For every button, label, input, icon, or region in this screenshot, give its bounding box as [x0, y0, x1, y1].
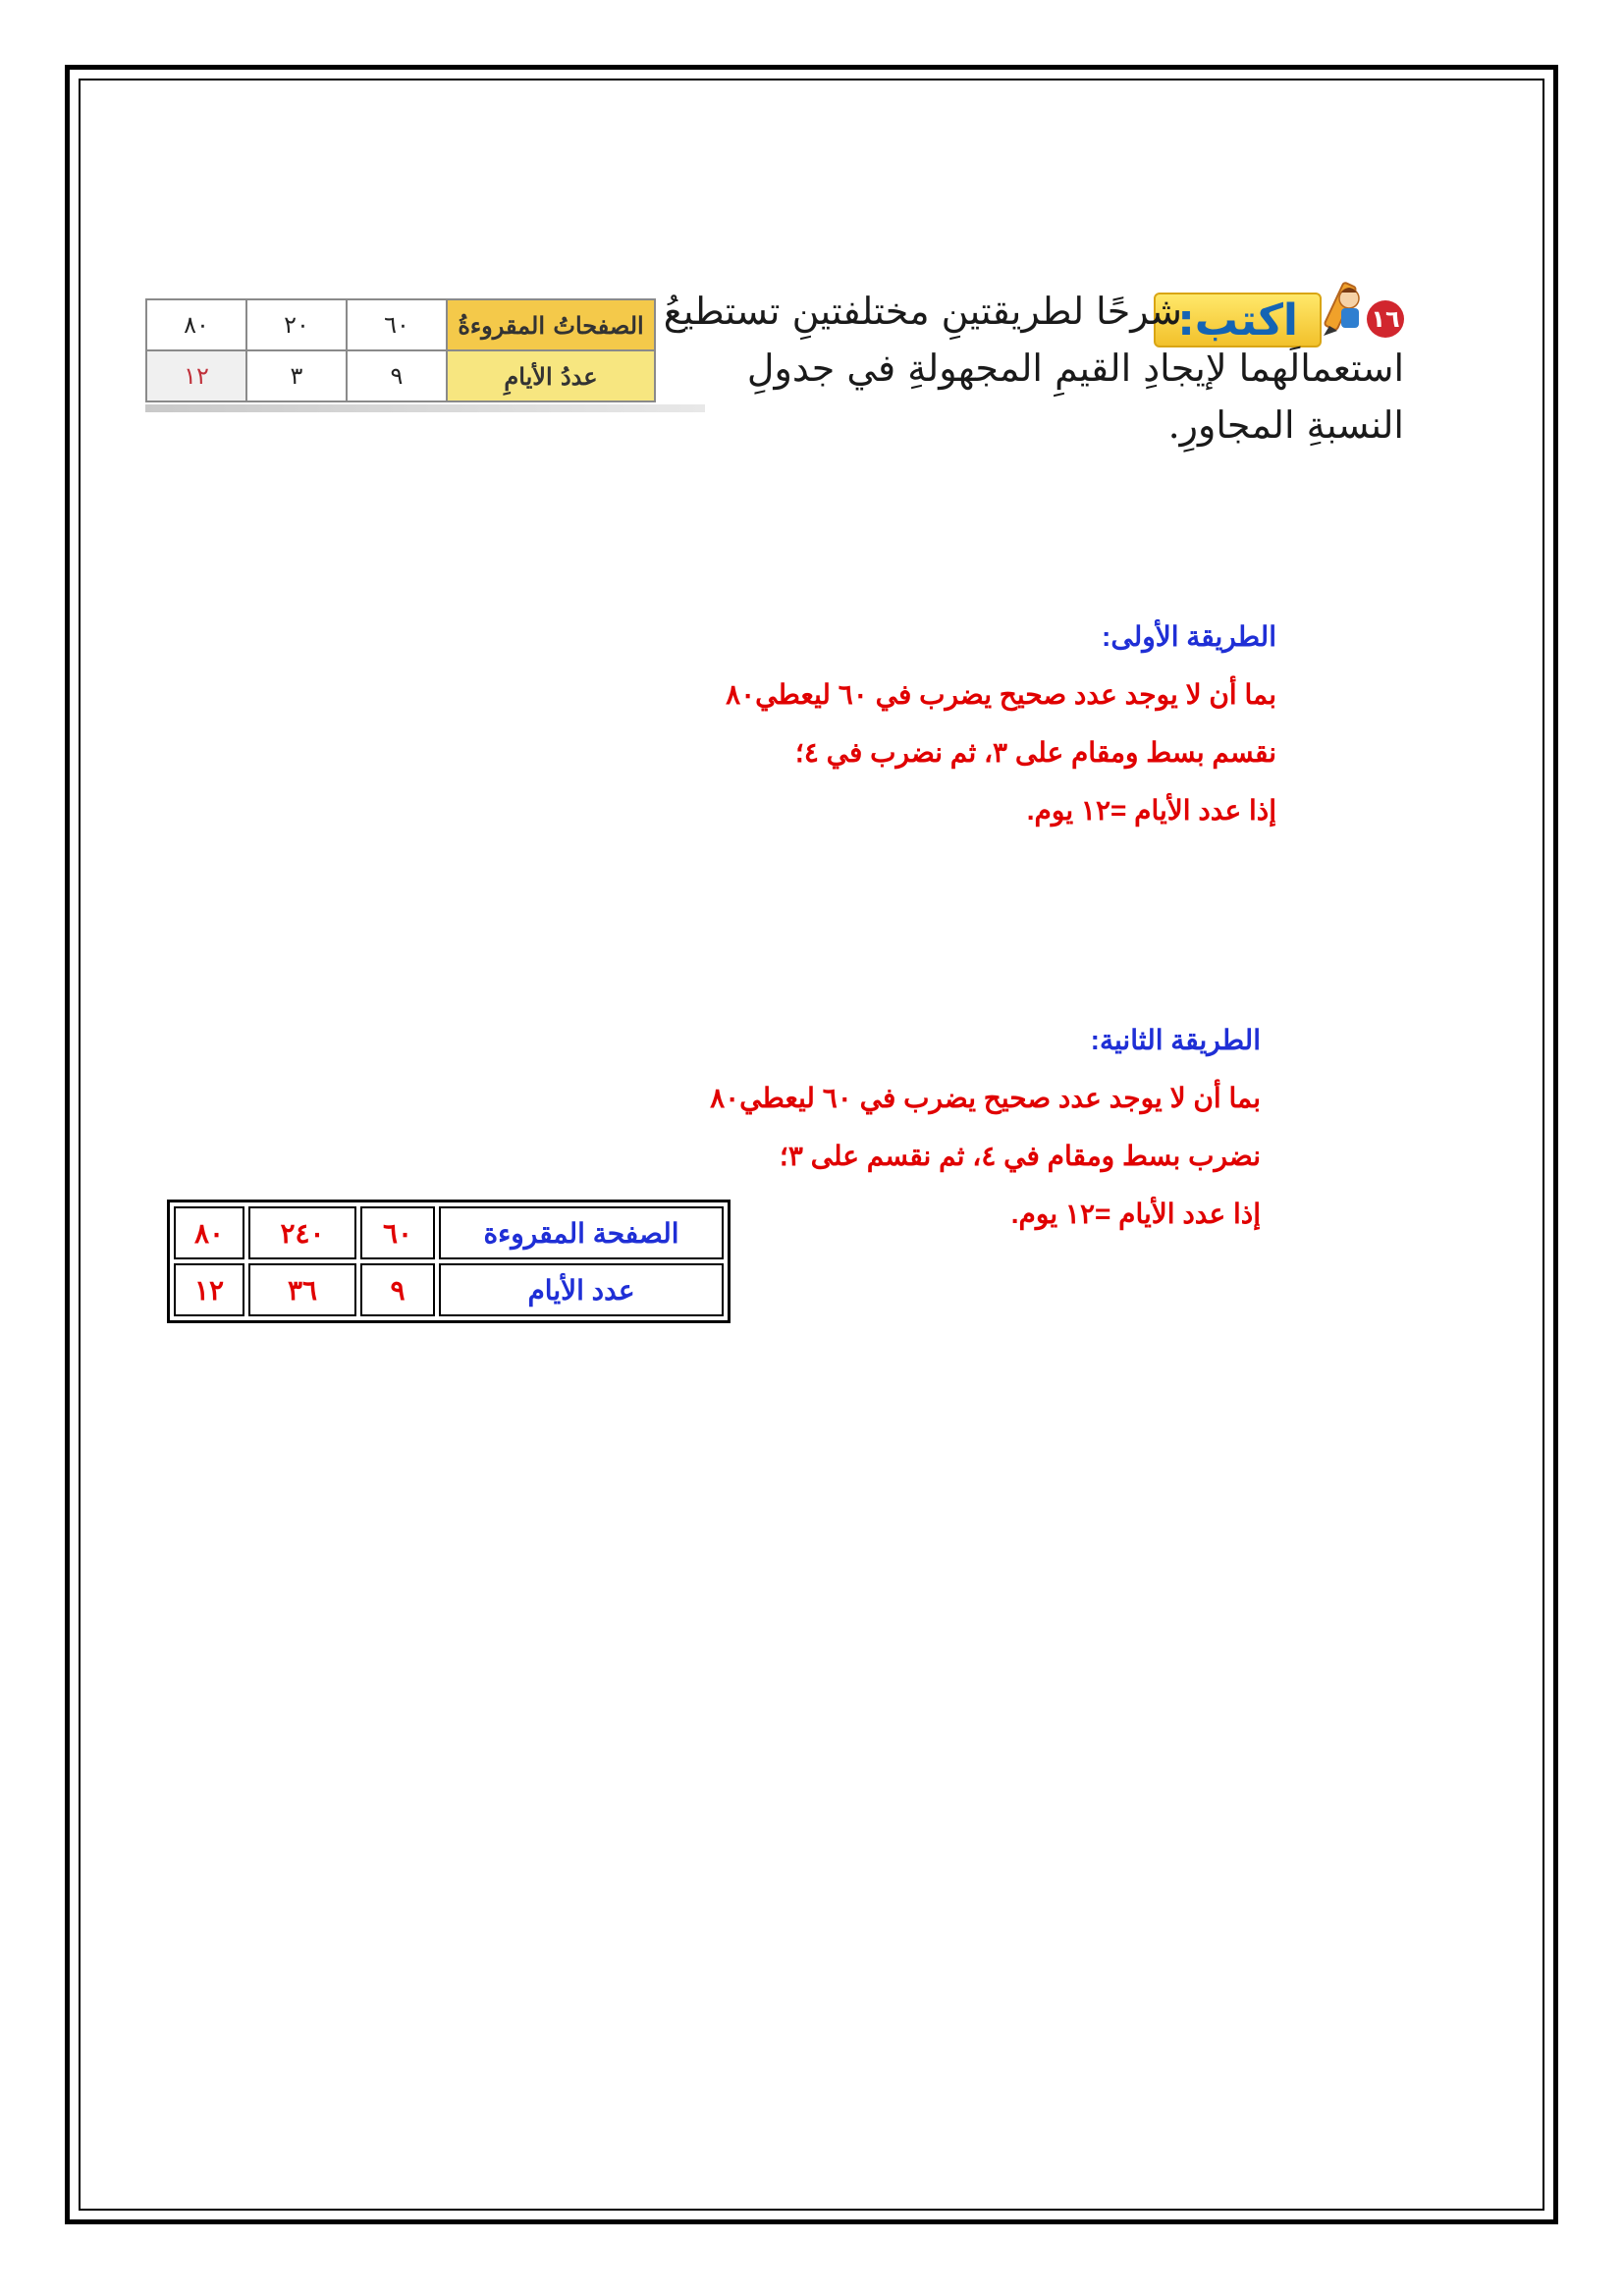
- row-label-pages: الصفحة المقروءة: [439, 1206, 724, 1259]
- method-line: نقسم بسط ومقام على ٣، ثم نضرب في ٤؛: [794, 737, 1276, 768]
- question-number: ١٦: [1367, 300, 1404, 338]
- table-row: [174, 1206, 724, 1259]
- question-line: استعمالَهما لإيجادِ القيمِ المجهولةِ في جدولِ: [746, 347, 1404, 390]
- method-line: بما أن لا يوجد عدد صحيح يضرب في ٦٠ ليعطي٨٠: [710, 1083, 1261, 1113]
- table-cell: ٦٠: [347, 299, 447, 350]
- question-line: شرحًا لطريقتينِ مختلفتينِ تستطيعُ: [663, 290, 1182, 333]
- row-label-pages: الصفحاتُ المقروءةُ: [447, 299, 655, 350]
- method-title: الطريقة الأولى:: [1102, 621, 1276, 652]
- table-cell: ٨٠: [146, 299, 246, 350]
- row-label-days: عددُ الأيامِ: [447, 350, 655, 401]
- table-cell: ٩: [360, 1263, 435, 1316]
- write-label: اكتب:: [1154, 293, 1322, 347]
- row-label-days: عدد الأيام: [439, 1263, 724, 1316]
- method-one: [393, 620, 1276, 852]
- table-row: [146, 299, 655, 350]
- table-cell: ٣: [246, 350, 347, 401]
- table-cell: ١٢: [146, 350, 246, 401]
- table-cell: ٢٠: [246, 299, 347, 350]
- method-line: نضرب بسط ومقام في ٤، ثم نقسم على ٣؛: [779, 1141, 1261, 1171]
- ratio-table-answer: [167, 1200, 731, 1323]
- question-line: النسبةِ المجاورِ.: [1167, 403, 1404, 447]
- table-cell: ٣٦: [248, 1263, 356, 1316]
- table-row: [146, 350, 655, 401]
- table-cell: ٦٠: [360, 1206, 435, 1259]
- table-cell: ٨٠: [174, 1206, 244, 1259]
- table-cell: ٩: [347, 350, 447, 401]
- table-shadow: [145, 404, 705, 412]
- table-cell: ١٢: [174, 1263, 244, 1316]
- table-cell: ٢٤٠: [248, 1206, 356, 1259]
- method-title: الطريقة الثانية:: [1090, 1025, 1261, 1055]
- ratio-table-book: [145, 298, 656, 402]
- table-row: [174, 1263, 724, 1316]
- question-block: [137, 273, 1404, 567]
- method-line: إذا عدد الأيام =١٢ يوم.: [1010, 1199, 1261, 1229]
- method-line: بما أن لا يوجد عدد صحيح يضرب في ٦٠ ليعطي٨٠: [726, 679, 1276, 710]
- method-line: إذا عدد الأيام =١٢ يوم.: [1026, 795, 1276, 826]
